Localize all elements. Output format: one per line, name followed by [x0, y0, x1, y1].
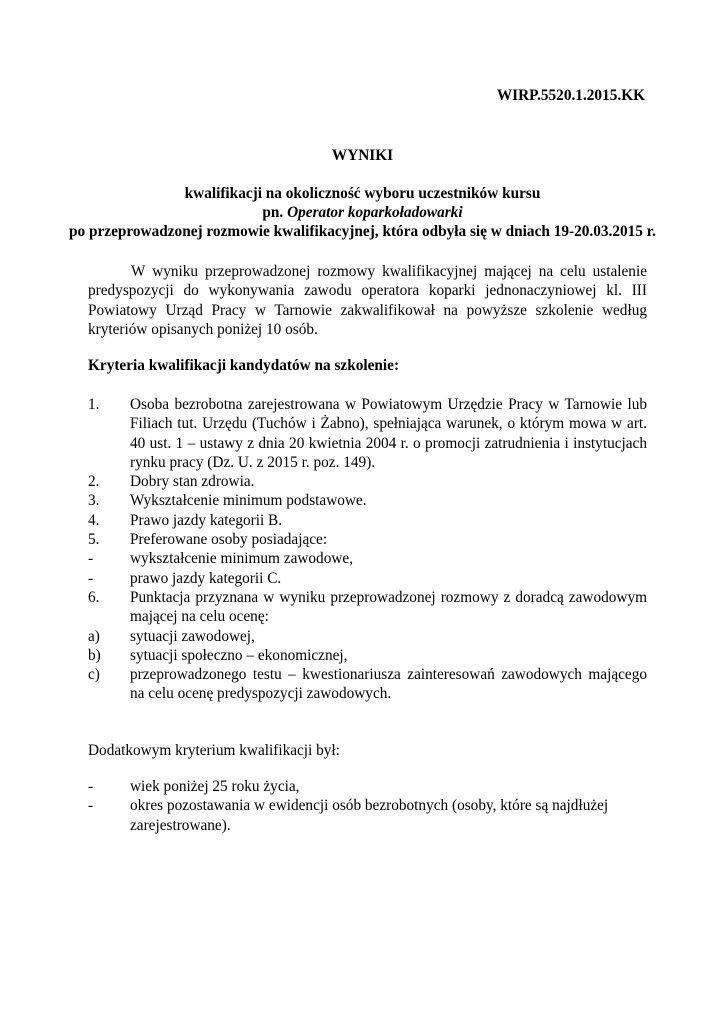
- criteria-item-marker: c): [88, 666, 100, 684]
- subtitle-line-1: kwalifikacji na okoliczność wyboru uczestników kursu: [184, 185, 541, 202]
- intro-paragraph: W wyniku przeprowadzonej rozmowy kwalifikacyjnej mającej na celu ustalenie predyspozycji do wykonywania zawodu operatora koparki jednonaczyniowej kl. III Powiatowy Urząd Pracy w Tarnowie zakwalifikował na powyższe szkolenie według kryteriów opisanych poniżej 10 osób.: [88, 263, 647, 338]
- additional-criteria-heading: Dodatkowym kryterium kwalifikacji był:: [88, 742, 340, 759]
- criteria-item-text: sytuacji społeczno – ekonomicznej,: [130, 646, 348, 664]
- criteria-item: [88, 646, 647, 665]
- criteria-item-marker: 2.: [88, 473, 100, 491]
- criteria-item-text: Prawo jazdy kategorii B.: [130, 511, 283, 529]
- additional-criteria-list: [88, 777, 647, 835]
- criteria-item: [88, 665, 647, 704]
- criteria-item-marker: -: [88, 550, 94, 568]
- subtitle-course-prefix: pn.: [262, 204, 284, 221]
- document-title: WYNIKI: [331, 147, 394, 164]
- criteria-item-marker: a): [88, 627, 100, 645]
- criteria-item-marker: 3.: [88, 492, 100, 510]
- criteria-item-marker: 5.: [88, 531, 100, 549]
- criteria-item-text: wykształcenie minimum zawodowe,: [130, 550, 354, 568]
- criteria-item: [88, 549, 647, 568]
- criteria-item: [88, 491, 647, 510]
- subtitle-course-name: Operator koparkoładowarki: [287, 204, 463, 221]
- criteria-heading: Kryteria kwalifikacji kandydatów na szkolenie:: [88, 357, 400, 374]
- criteria-item-text: Preferowane osoby posiadające:: [130, 531, 328, 549]
- criteria-item-text: Punktacja przyznana w wyniku przeprowadzonej rozmowy z doradcą zawodowym mającej na celu ocenę:: [130, 588, 647, 626]
- criteria-item: [88, 395, 647, 472]
- criteria-item-text: prawo jazdy kategorii C.: [130, 569, 282, 587]
- criteria-item-text: sytuacji zawodowej,: [130, 627, 255, 645]
- additional-criteria-marker: -: [88, 778, 94, 795]
- criteria-item-text: przeprowadzonego testu – kwestionariusza zainteresowań zawodowych mającego na celu ocenę predyspozycji zawodowych.: [130, 666, 647, 703]
- criteria-item: [88, 472, 647, 491]
- document-reference-number: WIRP.5520.1.2015.KK: [496, 87, 645, 104]
- criteria-item: [88, 511, 647, 530]
- additional-criteria-text: wiek poniżej 25 roku życia,: [130, 778, 300, 795]
- additional-criteria-marker: -: [88, 797, 94, 815]
- criteria-item-marker: b): [88, 646, 101, 664]
- subtitle-line-3: po przeprowadzonej rozmowie kwalifikacyjnej, która odbyła się w dniach 19-20.03.2015 r.: [69, 223, 656, 240]
- criteria-item: [88, 569, 647, 588]
- criteria-item-marker: -: [88, 569, 94, 587]
- additional-criteria-item: [88, 777, 647, 796]
- additional-criteria-item: [88, 796, 647, 835]
- criteria-item-text: Dobry stan zdrowia.: [130, 473, 255, 491]
- criteria-list: [88, 395, 647, 704]
- criteria-item: [88, 627, 647, 646]
- subtitle-line-2: [0, 203, 725, 222]
- criteria-item: [88, 588, 647, 627]
- criteria-item-marker: 1.: [88, 396, 100, 413]
- criteria-item-marker: 6.: [88, 588, 100, 606]
- additional-criteria-text: okres pozostawania w ewidencji osób bezrobotnych (osoby, które są najdłużej zarejestrowane).: [130, 797, 609, 834]
- criteria-item-marker: 4.: [88, 511, 100, 529]
- criteria-item-text: Osoba bezrobotna zarejestrowana w Powiatowym Urzędzie Pracy w Tarnowie lub Filiach tut. Urzędu (Tuchów i Żabno), spełniająca warunek, o którym mowa w art. 40 ust. 1 – ustawy z dnia 20 kwietnia 2004 r. o promocji zatrudnienia i instytucjach rynku pracy (Dz. U. z 2015 r. poz. 149).: [130, 396, 647, 471]
- criteria-item: [88, 530, 647, 549]
- criteria-item-text: Wykształcenie minimum podstawowe.: [130, 492, 367, 510]
